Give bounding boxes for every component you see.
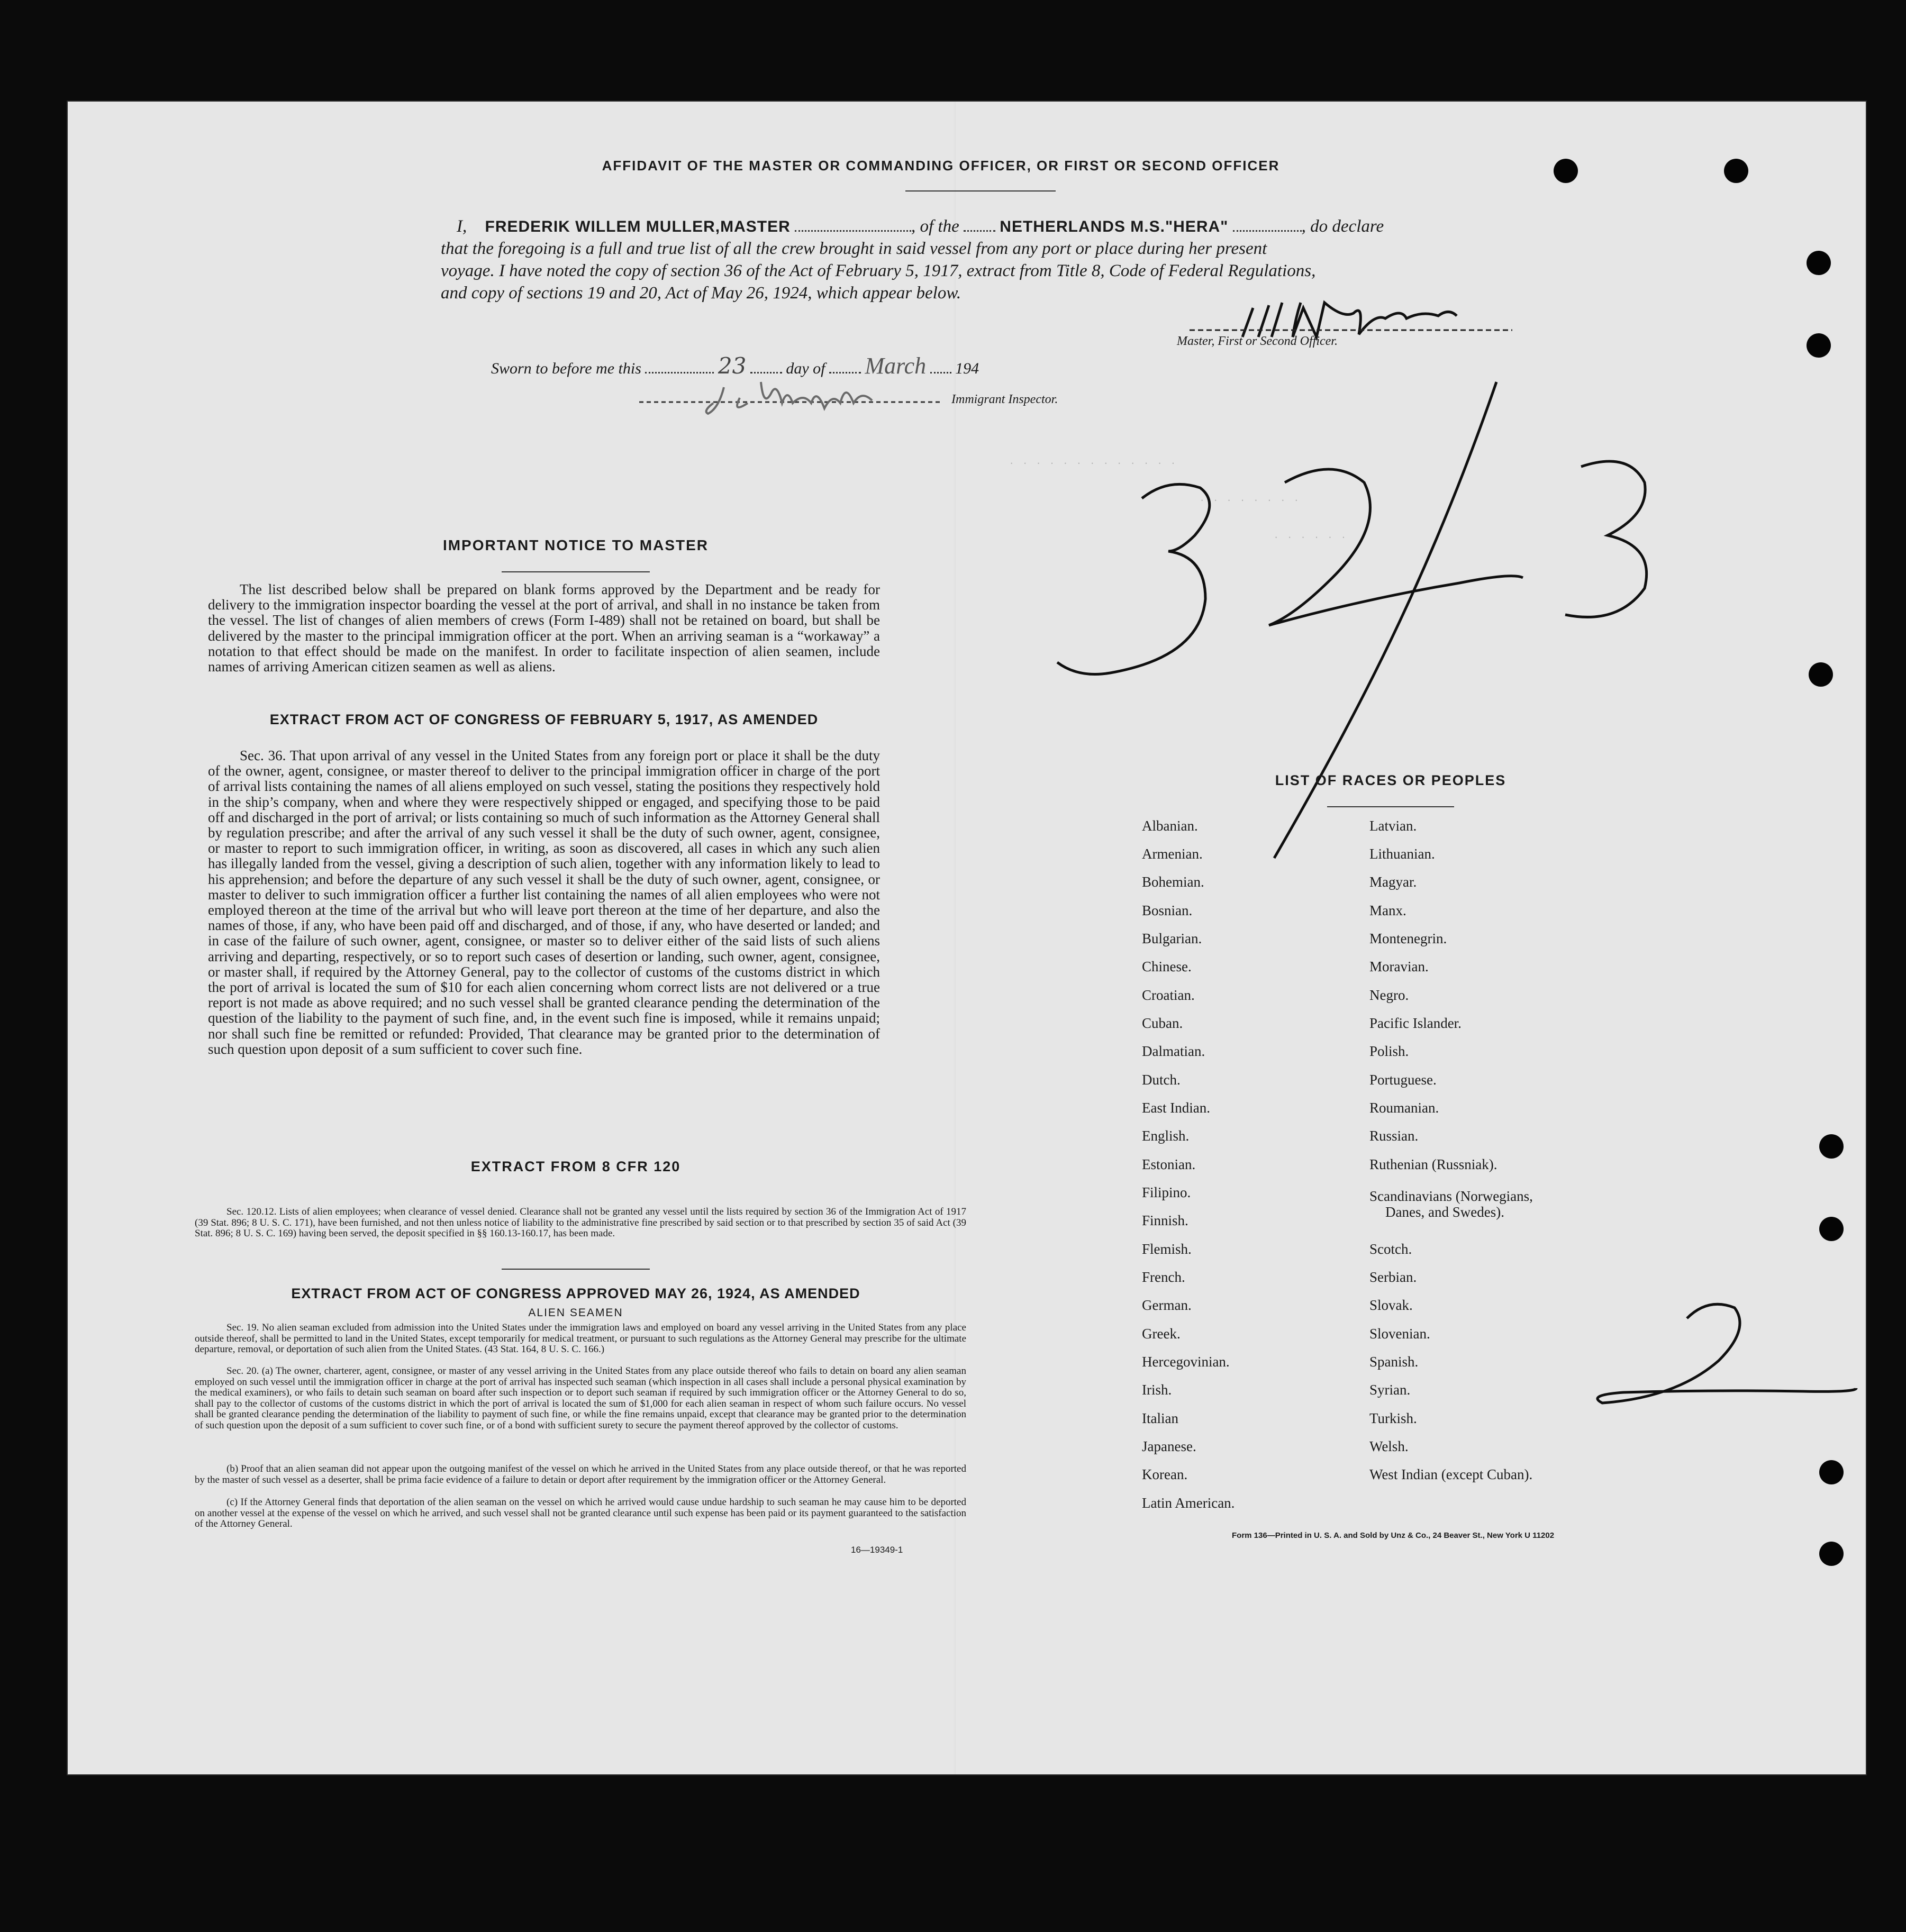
- race-item: Japanese.: [1142, 1438, 1196, 1454]
- fill-line: [795, 230, 911, 232]
- punch-hole: [1809, 662, 1833, 687]
- notice-title: IMPORTANT NOTICE TO MASTER: [442, 537, 709, 553]
- punch-hole: [1807, 333, 1831, 358]
- divider: [502, 571, 650, 572]
- race-item: Chinese.: [1142, 959, 1192, 974]
- race-item: Slovenian.: [1369, 1326, 1430, 1342]
- race-item: Portuguese.: [1369, 1072, 1437, 1088]
- race-item: Slovak.: [1369, 1297, 1413, 1313]
- race-item: Croatian.: [1142, 987, 1195, 1003]
- race-item: Finnish.: [1142, 1213, 1188, 1228]
- fill-line: [964, 230, 995, 232]
- sworn-day: 23: [718, 353, 747, 379]
- form-printer-footer: Form 136—Printed in U. S. A. and Sold by Unz & Co., 24 Beaver St., New York U 11202: [1232, 1531, 1555, 1540]
- handwritten-page-mark: [1581, 1287, 1877, 1414]
- affidavit-prefix: I,: [457, 217, 467, 236]
- extract-cfr-title: EXTRACT FROM 8 CFR 120: [470, 1159, 681, 1174]
- of-the-label: , of the: [911, 217, 959, 236]
- race-item: Ruthenian (Russniak).: [1369, 1156, 1497, 1172]
- notice-body: The list described below shall be prepared on blank forms approved by the Department and be ready for delivery to the immigration inspector boarding the vessel at the port of arrival, and shall in no instance be taken from the vessel. The list of changes of alien members of crews (Form I-489) shall not be retained on board, but shall be delivered by the master to the principal immigration officer at the port. When an arriving seaman is a “workaway” a notation to that effect should be made on the manifest. In order to facilitate inspection of alien seamen, include names of arriving American citizen seamen as well as aliens.: [208, 581, 880, 675]
- race-item: Hercegovinian.: [1142, 1354, 1230, 1370]
- punch-hole: [1819, 1542, 1844, 1566]
- sec-19-body: Sec. 19. No alien seaman excluded from admission into the United States under the immigration laws and employed on board any vessel arriving in the United States from any place outside thereof, shall be permitted to land in the United States, except temporarily for medical treatment, or pursuant to such regulations as the Attorney General may prescribe for the ultimate departure, removal, or deportation of such alien from the United States. (43 Stat. 164, 8 U. S. C. 166.): [195, 1322, 966, 1355]
- affidavit-line-1: [457, 217, 1384, 236]
- officer-caption: Master, First or Second Officer.: [1177, 334, 1338, 348]
- punch-hole: [1807, 251, 1831, 275]
- race-item: French.: [1142, 1269, 1185, 1285]
- race-item: Flemish.: [1142, 1241, 1192, 1257]
- extract-cfr-body: Sec. 120.12. Lists of alien employees; when clearance of vessel denied. Clearance shall not be granted any vessel until the lists required by section 36 of the Immigration Act of 1917 (39 Stat. 896; 8 U. S. C. 171), have been furnished, and not then unless notice of liability to the administrative fine prescribed by said section or to that prescribed by section 35 of said Act (39 Stat. 896; 8 U. S. C. 169) having been served, the deposit specified in §§ 160.13-160.17, has been made.: [195, 1206, 966, 1239]
- race-item: Korean.: [1142, 1466, 1188, 1482]
- do-declare-label: , do declare: [1301, 217, 1384, 236]
- affidavit-line-3: voyage. I have noted the copy of section 36 of the Act of February 5, 1917, extract from Title 8, Code of Federal Regulations,: [441, 261, 1316, 280]
- races-title: LIST OF RACES OR PEOPLES: [1275, 772, 1506, 788]
- fill-line: [1233, 230, 1302, 232]
- race-item: Armenian.: [1142, 846, 1203, 862]
- sworn-year: 194: [955, 360, 979, 377]
- extract-1917-title: EXTRACT FROM ACT OF CONGRESS OF FEBRUARY 5, 1917, AS AMENDED: [269, 712, 819, 727]
- race-item: Lithuanian.: [1369, 846, 1435, 862]
- bleed-through-marks: · · · · · · · ·: [1200, 493, 1302, 506]
- race-item: Serbian.: [1369, 1269, 1417, 1285]
- race-item: Montenegrin.: [1369, 931, 1447, 946]
- punch-hole: [1724, 159, 1748, 183]
- affidavit-line-4: and copy of sections 19 and 20, Act of May 26, 1924, which appear below.: [441, 284, 961, 303]
- race-item: Polish.: [1369, 1043, 1409, 1059]
- race-item: Magyar.: [1369, 874, 1417, 890]
- affidavit-line-2: that the foregoing is a full and true list of all the crew brought in said vessel from any port or place during her present: [441, 239, 1267, 258]
- race-item: Filipino.: [1142, 1184, 1191, 1200]
- race-item: Latin American.: [1142, 1495, 1235, 1511]
- divider: [905, 190, 1056, 192]
- race-item: Greek.: [1142, 1326, 1181, 1342]
- race-item: Spanish.: [1369, 1354, 1419, 1370]
- race-item: Pacific Islander.: [1369, 1015, 1462, 1031]
- race-item: Moravian.: [1369, 959, 1429, 974]
- bleed-through-marks: · · · · · · · · · · · · ·: [1010, 456, 1178, 469]
- punch-hole: [1554, 159, 1578, 183]
- race-item: Italian: [1142, 1410, 1178, 1426]
- race-item: Welsh.: [1369, 1438, 1409, 1454]
- sec-20a-body: Sec. 20. (a) The owner, charterer, agent, consignee, or master of any vessel arriving in the United States from any place outside thereof who fails to detain on board any alien seaman employed on such vessel until the immigration officer in charge at the port of arrival has inspected such seaman (which inspection in all cases shall include a personal physical examination by the medical examiners), or who fails to detain such seaman on board after such inspection or to deport such seaman if required by such immigration officer or the Attorney General to do so, shall pay to the collector of customs of the customs district in which the port of arrival is located the sum of $1,000 for each alien seaman in respect of whom such failure occurs. No vessel shall be granted clearance pending the determination of the liability to payment of such fine, or while the fine remains unpaid, except that clearance may be granted prior to the determination of such question upon the deposit of a sum sufficient to cover such fine, or of a bond with sufficient surety to secure the payment thereof approved by the collector of customs.: [195, 1365, 966, 1431]
- race-item: Manx.: [1369, 903, 1406, 918]
- race-item: East Indian.: [1142, 1100, 1210, 1116]
- vessel-name: NETHERLANDS M.S."HERA": [1000, 218, 1229, 235]
- race-item: Russian.: [1369, 1128, 1419, 1144]
- divider: [1327, 806, 1454, 807]
- race-item: West Indian (except Cuban).: [1369, 1466, 1533, 1482]
- punch-hole: [1819, 1134, 1844, 1159]
- master-name: FREDERIK WILLEM MULLER,MASTER: [485, 218, 791, 235]
- race-item: Dutch.: [1142, 1072, 1181, 1088]
- bleed-through-marks: · · · · · ·: [1274, 530, 1349, 543]
- sec-20b-body: (b) Proof that an alien seaman did not appear upon the outgoing manifest of the vessel on which he arrived in the United States from any place outside thereof, or that he was reported by the master of such vessel as a deserter, shall be prima facie evidence of a failure to detain or deport after requirement by the immigration officer or the Attorney General.: [195, 1463, 966, 1486]
- race-item: Bosnian.: [1142, 903, 1193, 918]
- race-item: Dalmatian.: [1142, 1043, 1205, 1059]
- punch-hole: [1819, 1460, 1844, 1484]
- document-sheet: [68, 102, 1866, 1774]
- day-of-label: day of: [786, 360, 825, 377]
- sworn-prefix: Sworn to before me this: [491, 360, 641, 377]
- race-item: Estonian.: [1142, 1156, 1196, 1172]
- extract-1917-body: Sec. 36. That upon arrival of any vessel in the United States from any foreign port or place it shall be the duty of the owner, agent, consignee, or master thereof to deliver to the principal immigration officer in charge of the port of arrival lists containing the names of all aliens employed on such vessel, stating the positions they respectively hold in the ship’s company, when and where they were respectively shipped or engaged, and specifying those to be paid off and discharged in the port of arrival; or lists containing so much of such information as the Attorney General shall by regulation prescribe; and after the arrival of any such vessel it shall be the duty of such owner, agent, consignee, or master to report to such immigration officer, in writing, as soon as discovered, all cases in which any such alien has illegally landed from the vessel, giving a description of such alien, together with any information likely to lead to his apprehension; and before the departure of any such vessel it shall be the duty of such owner, agent, consignee, or master to deliver to such immigration officer a further list containing the names of all alien employees who were not employed thereon at the time of the arrival but who will leave port thereon at the time of her departure, and also the names of those, if any, who have been paid off and discharged, and of those, if any, who have deserted or landed; and in case of the failure of such owner, agent, consignee, or master so to deliver either of the said lists of such aliens arriving and departing, respectively, or so to report such cases of desertion or landing, such owner, agent, consignee, or master shall, if required by the Attorney General, pay to the collector of customs of the customs district in which the port of arrival is located the sum of $10 for each alien concerning whom correct lists are not delivered or a true report is not made as above required; and no such vessel shall be granted clearance pending the determination of the question of the liability to the payment of such fine, and, in the event such fine is imposed, while it remains unpaid; nor shall such fine be remitted or refunded: Provided, That clearance may be granted prior to the determination of such question upon deposit of a sum sufficient to cover such fine.: [208, 748, 880, 1057]
- race-item: German.: [1142, 1297, 1192, 1313]
- race-item: Scandinavians (Norwegians,: [1369, 1188, 1533, 1204]
- race-item: Turkish.: [1369, 1410, 1417, 1426]
- race-item: Negro.: [1369, 987, 1409, 1003]
- race-item: Bohemian.: [1142, 874, 1204, 890]
- race-item: Albanian.: [1142, 818, 1198, 834]
- race-item: Danes, and Swedes).: [1385, 1204, 1504, 1220]
- race-item: Irish.: [1142, 1382, 1172, 1398]
- extract-1924-subtitle: ALIEN SEAMEN: [528, 1307, 623, 1319]
- divider: [502, 1269, 650, 1270]
- race-item: Scotch.: [1369, 1241, 1412, 1257]
- race-item: Latvian.: [1369, 818, 1417, 834]
- race-item: English.: [1142, 1128, 1190, 1144]
- affidavit-title: AFFIDAVIT OF THE MASTER OR COMMANDING OFFICER, OR FIRST OR SECOND OFFICER: [602, 158, 1280, 174]
- form-code: 16—19349-1: [851, 1545, 903, 1555]
- punch-hole: [1819, 1217, 1844, 1241]
- sec-20c-body: (c) If the Attorney General finds that deportation of the alien seaman on the vessel on which he arrived would cause undue hardship to such seaman he may cause him to be deported on another vessel at the expense of the vessel on which he arrived, and such vessel shall not be granted clearance until such expense has been paid or its payment guaranteed to the satisfaction of the Attorney General.: [195, 1497, 966, 1529]
- race-item: Bulgarian.: [1142, 931, 1202, 946]
- race-item: Cuban.: [1142, 1015, 1183, 1031]
- inspector-caption: Immigrant Inspector.: [951, 393, 1058, 406]
- race-item: Syrian.: [1369, 1382, 1411, 1398]
- extract-1924-title: EXTRACT FROM ACT OF CONGRESS APPROVED MAY 26, 1924, AS AMENDED: [291, 1286, 860, 1301]
- sworn-month: March: [865, 353, 927, 379]
- race-item: Roumanian.: [1369, 1100, 1439, 1116]
